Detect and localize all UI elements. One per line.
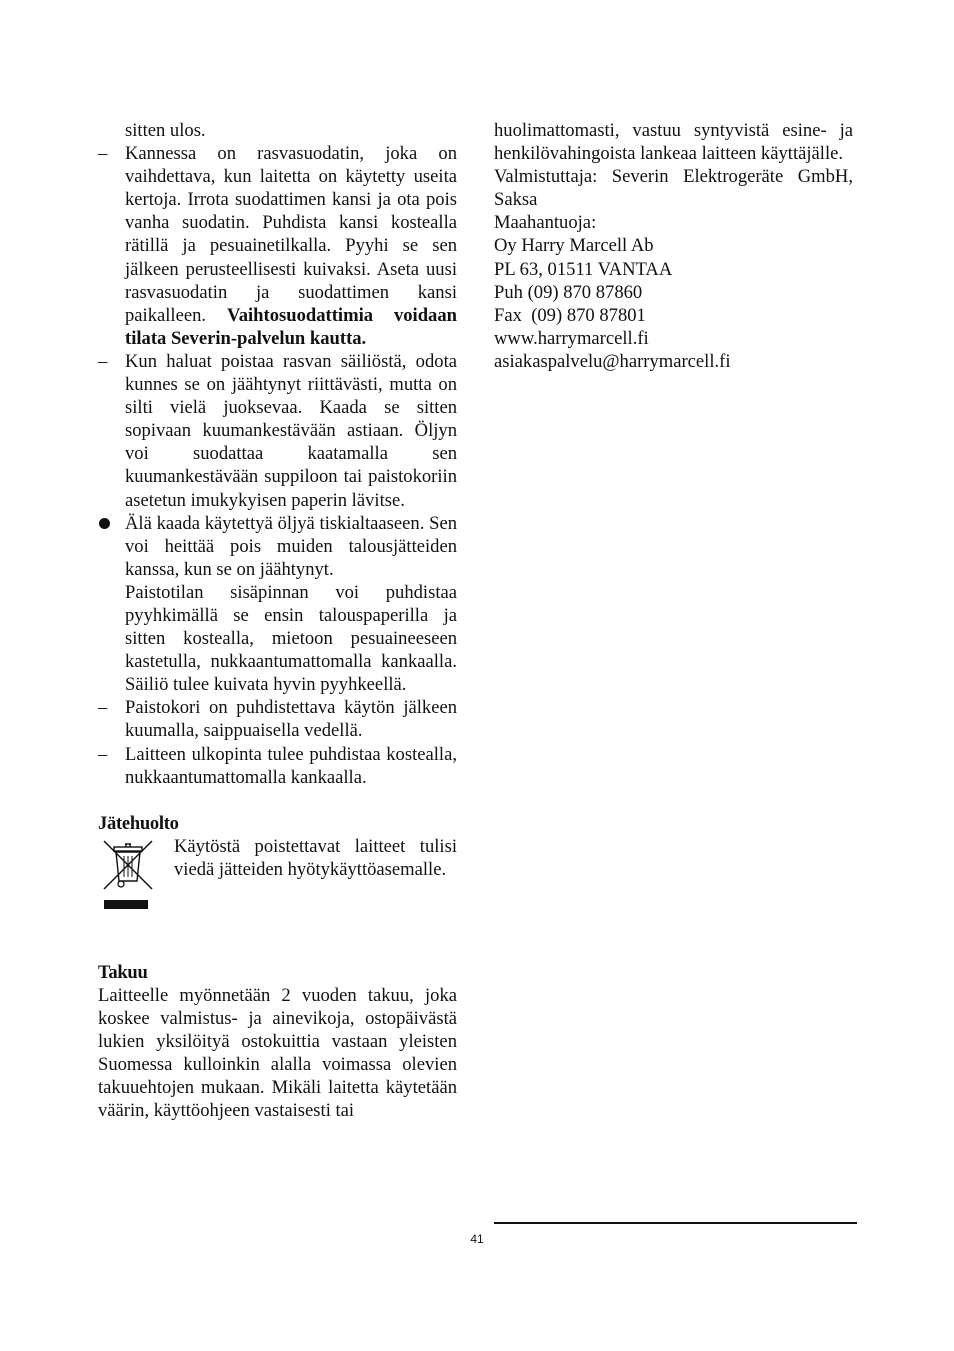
company-name: Oy Harry Marcell Ab bbox=[494, 235, 654, 257]
warranty-text: Laitteelle myönnetään 2 vuoden takuu, joka koskee valmistus- ja ainevikoja, ostopäivästä lukien yksilöityä ostokuittia vastaan yleisten Suomessa kulloinkin alalla voimassa olevien takuuehtojen mukaan. Mikäli laitetta käytetään väärin, käyttöohjeen vastaisesti tai bbox=[98, 984, 457, 1122]
item-text: Laitteen ulkopinta tulee puhdistaa kostealla, nukkaantumattomalla kankaalla. bbox=[125, 743, 457, 788]
bullet-continuation: Paistotilan sisäpinnan voi puhdistaa pyyhkimällä se ensin talouspaperilla ja sitten kostealla, mietoon pesuaineeseen kastetulla, nukkaantumattomalla kankaalla. Säiliö tulee kuivata hyvin pyyhkeellä. bbox=[125, 581, 457, 696]
list-item bbox=[98, 696, 457, 742]
dash-marker: – bbox=[98, 743, 108, 765]
dash-marker: – bbox=[98, 697, 108, 719]
list-item bbox=[98, 142, 457, 350]
warranty-continuation: huolimattomasti, vastuu syntyvistä esine- ja henkilövahingoista lankeaa laitteen käyttäjälle. bbox=[494, 120, 853, 165]
fax-number: Fax (09) 870 87801 bbox=[494, 304, 646, 326]
dash-marker: – bbox=[98, 350, 108, 372]
page-number: 41 bbox=[470, 1232, 484, 1246]
list-item bbox=[98, 743, 457, 789]
item-text: Paistokori on puhdistettava käytön jälkeen kuumalla, saippuaisella vedellä. bbox=[125, 697, 457, 742]
bullet-icon bbox=[99, 518, 110, 529]
website-link[interactable]: www.harrymarcell.fi bbox=[494, 327, 649, 349]
item-text: Kun haluat poistaa rasvan säiliöstä, odota kunnes se on jäähtynyt riittävästi, mutta on silti vielä juoksevaa. Kaada se sitten sopivaan kuumankestävään astiaan. Öljyn voi suodattaa kaatamalla sen kuumankestävään suppiloon tai paistokoriin asetetun imukykyisen paperin lävitse. bbox=[125, 350, 457, 511]
item-text: Kannessa on rasvasuodatin, joka on vaihdettava, kun laitetta on käytetty useita kertoja. Irrota suodattimen kansi ja ota pois vanha suodatin. Puhdista kansi kostealla rätillä ja pesuainetilkalla. Pyyhi se sen jälkeen perusteellisesti kuivaksi. Aseta uusi rasvasuodatin ja suodattimen kansi paikalleen. bbox=[125, 143, 457, 326]
warranty-heading: Takuu bbox=[98, 961, 148, 983]
email-link[interactable]: asiakaspalvelu@harrymarcell.fi bbox=[494, 350, 731, 372]
left-column bbox=[98, 119, 457, 1122]
phone-number: Puh (09) 870 87860 bbox=[494, 281, 643, 303]
importer-label: Maahantuoja: bbox=[494, 212, 597, 234]
manufacturer-line: Valmistuttaja: Severin Elektrogeräte GmbH, Saksa bbox=[494, 166, 853, 211]
item-text: Älä kaada käytettyä öljyä tiskialtaaseen. Sen voi heittää pois muiden talousjätteiden kanssa, kun se on jäähtynyt. bbox=[125, 512, 457, 580]
item-bold-note: Vaihtosuodattimia voidaan tilata Severin-palvelun kautta. bbox=[125, 304, 457, 349]
waste-text: Käytöstä poistettavat laitteet tulisi viedä jätteiden hyötykäyttöasemalle. bbox=[174, 835, 457, 880]
intro-line: sitten ulos. bbox=[125, 120, 206, 141]
postal-address: PL 63, 01511 VANTAA bbox=[494, 258, 673, 280]
footer-rule bbox=[494, 1222, 857, 1224]
crossed-out-wheelie-bin-icon bbox=[98, 835, 158, 915]
bullet-item bbox=[98, 512, 457, 581]
list-item bbox=[98, 350, 457, 512]
waste-section bbox=[98, 835, 457, 915]
waste-heading: Jätehuolto bbox=[98, 812, 179, 834]
right-column bbox=[494, 119, 853, 373]
dash-marker: – bbox=[98, 143, 108, 165]
